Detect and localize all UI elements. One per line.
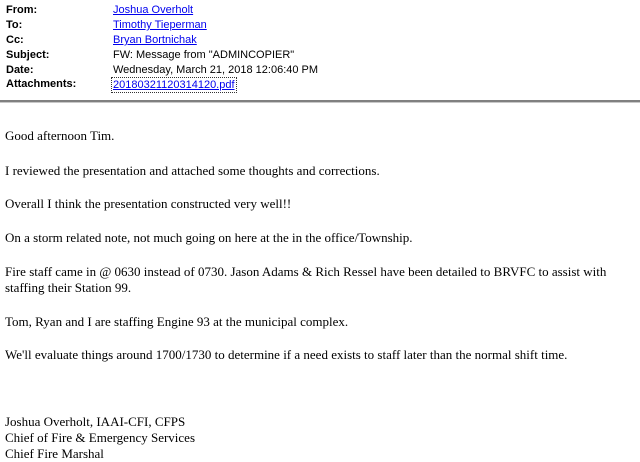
- attachment-link[interactable]: 20180321120314120.pdf: [113, 79, 235, 91]
- body-paragraph-2: Overall I think the presentation constructed very well!!: [5, 196, 292, 211]
- signature-title-1: Chief of Fire & Emergency Services: [5, 430, 196, 445]
- greeting: Good afternoon Tim.: [5, 128, 115, 143]
- body-paragraph-1: I reviewed the presentation and attached some thoughts and corrections.: [5, 163, 380, 178]
- body-paragraph-4-line-1: Fire staff came in @ 0630 instead of 0730. Jason Adams & Rich Ressel have been detailed to BRVFC to assist with: [5, 264, 607, 279]
- subject-value: FW: Message from "ADMINCOPIER": [113, 49, 295, 61]
- from-label: From:: [6, 4, 38, 16]
- signature-name: Joshua Overholt, IAAI-CFI, CFPS: [5, 414, 186, 429]
- body-paragraph-3: On a storm related note, not much going on here at the in the office/Township.: [5, 230, 413, 245]
- header-divider: [0, 100, 640, 103]
- to-label: To:: [6, 19, 23, 31]
- cc-link[interactable]: Bryan Bortnichak: [113, 34, 197, 46]
- body-paragraph-6: We'll evaluate things around 1700/1730 to determine if a need exists to staff later than the normal shift time.: [5, 347, 568, 362]
- body-paragraph-4-line-2: staffing their Station 99.: [5, 280, 132, 295]
- signature-title-2: Chief Fire Marshal: [5, 446, 104, 461]
- attachments-label: Attachments:: [6, 78, 77, 90]
- email-header: [0, 0, 640, 102]
- subject-label: Subject:: [6, 49, 50, 61]
- date-label: Date:: [6, 64, 34, 76]
- cc-label: Cc:: [6, 34, 24, 46]
- body-paragraph-5: Tom, Ryan and I are staffing Engine 93 at the municipal complex.: [5, 314, 349, 329]
- to-link[interactable]: Timothy Tieperman: [113, 19, 207, 31]
- date-value: Wednesday, March 21, 2018 12:06:40 PM: [113, 64, 319, 76]
- from-link[interactable]: Joshua Overholt: [113, 4, 194, 16]
